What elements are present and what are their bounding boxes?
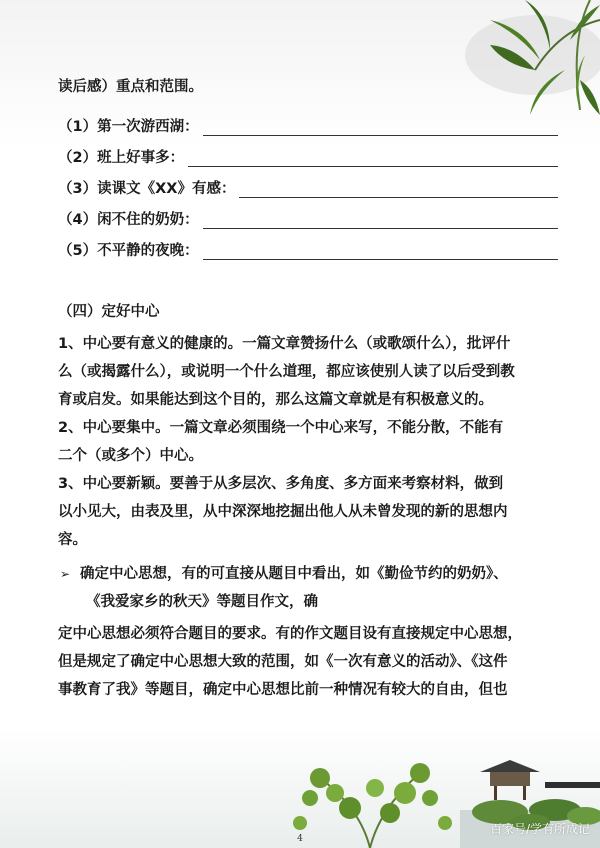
paragraph-line: 容。 [58, 532, 87, 548]
bullet-text: 确定中心思想，有的可直接从题目中看出，如《勤俭节约的奶奶》、 [80, 566, 508, 582]
answer-blank[interactable] [188, 148, 558, 167]
plant-decoration-icon [280, 748, 460, 848]
paragraph-line: 育或启发。如果能达到这个目的，那么这篇文章就是有积极意义的。 [58, 392, 493, 408]
intro-line: 读后感）重点和范围。 [58, 79, 203, 95]
final-paragraph [58, 620, 558, 704]
answer-blank[interactable] [203, 241, 558, 260]
bullet-line [58, 560, 558, 588]
fill-item-label: （4）闲不住的奶奶： [58, 212, 199, 228]
paragraph-line: 1、中心要有意义的健康的。一篇文章赞扬什么（或歌颂什么），批评什 [58, 336, 511, 352]
answer-blank[interactable] [239, 179, 558, 198]
paragraph-line: 但是规定了确定中心思想大致的范围，如《一次有意义的活动》、《这件 [58, 654, 508, 670]
fill-in-list [58, 105, 558, 260]
answer-blank[interactable] [203, 117, 558, 136]
paragraph-line: 么（或揭露什么），或说明一个什么道理，都应该使别人读了以后受到教 [58, 364, 515, 380]
watermark: 百家号/学有所成记 [489, 822, 590, 836]
fill-item-label: （1）第一次游西湖： [58, 119, 199, 135]
fill-item-1 [58, 105, 558, 136]
bullet-item [58, 560, 558, 616]
section-heading: （四）定好中心 [58, 304, 160, 320]
fill-item-4 [58, 198, 558, 229]
point-1 [58, 330, 558, 414]
arrow-bullet-icon: ➢ [60, 567, 71, 581]
fill-item-5 [58, 229, 558, 260]
paragraph-line: 2、中心要集中。一篇文章必须围绕一个中心来写，不能分散，不能有 [58, 420, 504, 436]
fill-item-2 [58, 136, 558, 167]
fill-item-label: （5）不平静的夜晚： [58, 243, 199, 259]
page-number: 4 [297, 834, 303, 844]
paragraph-line: 二个（或多个）中心。 [58, 448, 203, 464]
paragraph-line: 定中心思想必须符合题目的要求。有的作文题目设有直接规定中心思想， [58, 626, 522, 642]
answer-blank[interactable] [203, 210, 558, 229]
paragraph-line: 以小见大，由表及里，从中深深地挖掘出他人从未曾发现的新的思想内 [58, 504, 508, 520]
paragraph-line: 事教育了我》等题目，确定中心思想比前一种情况有较大的自由，但也 [58, 682, 508, 698]
paragraph-line: 3、中心要新颖。要善于从多层次、多角度、多方面来考察材料，做到 [58, 476, 504, 492]
fill-item-3 [58, 167, 558, 198]
fill-item-label: （3）读课文《XX》有感： [58, 181, 236, 197]
point-2 [58, 414, 558, 470]
document-page [58, 75, 558, 704]
fill-item-label: （2）班上好事多： [58, 150, 185, 166]
point-3 [58, 470, 558, 554]
bullet-continuation: 《我爱家乡的秋天》等题目作文，确 [86, 594, 318, 610]
